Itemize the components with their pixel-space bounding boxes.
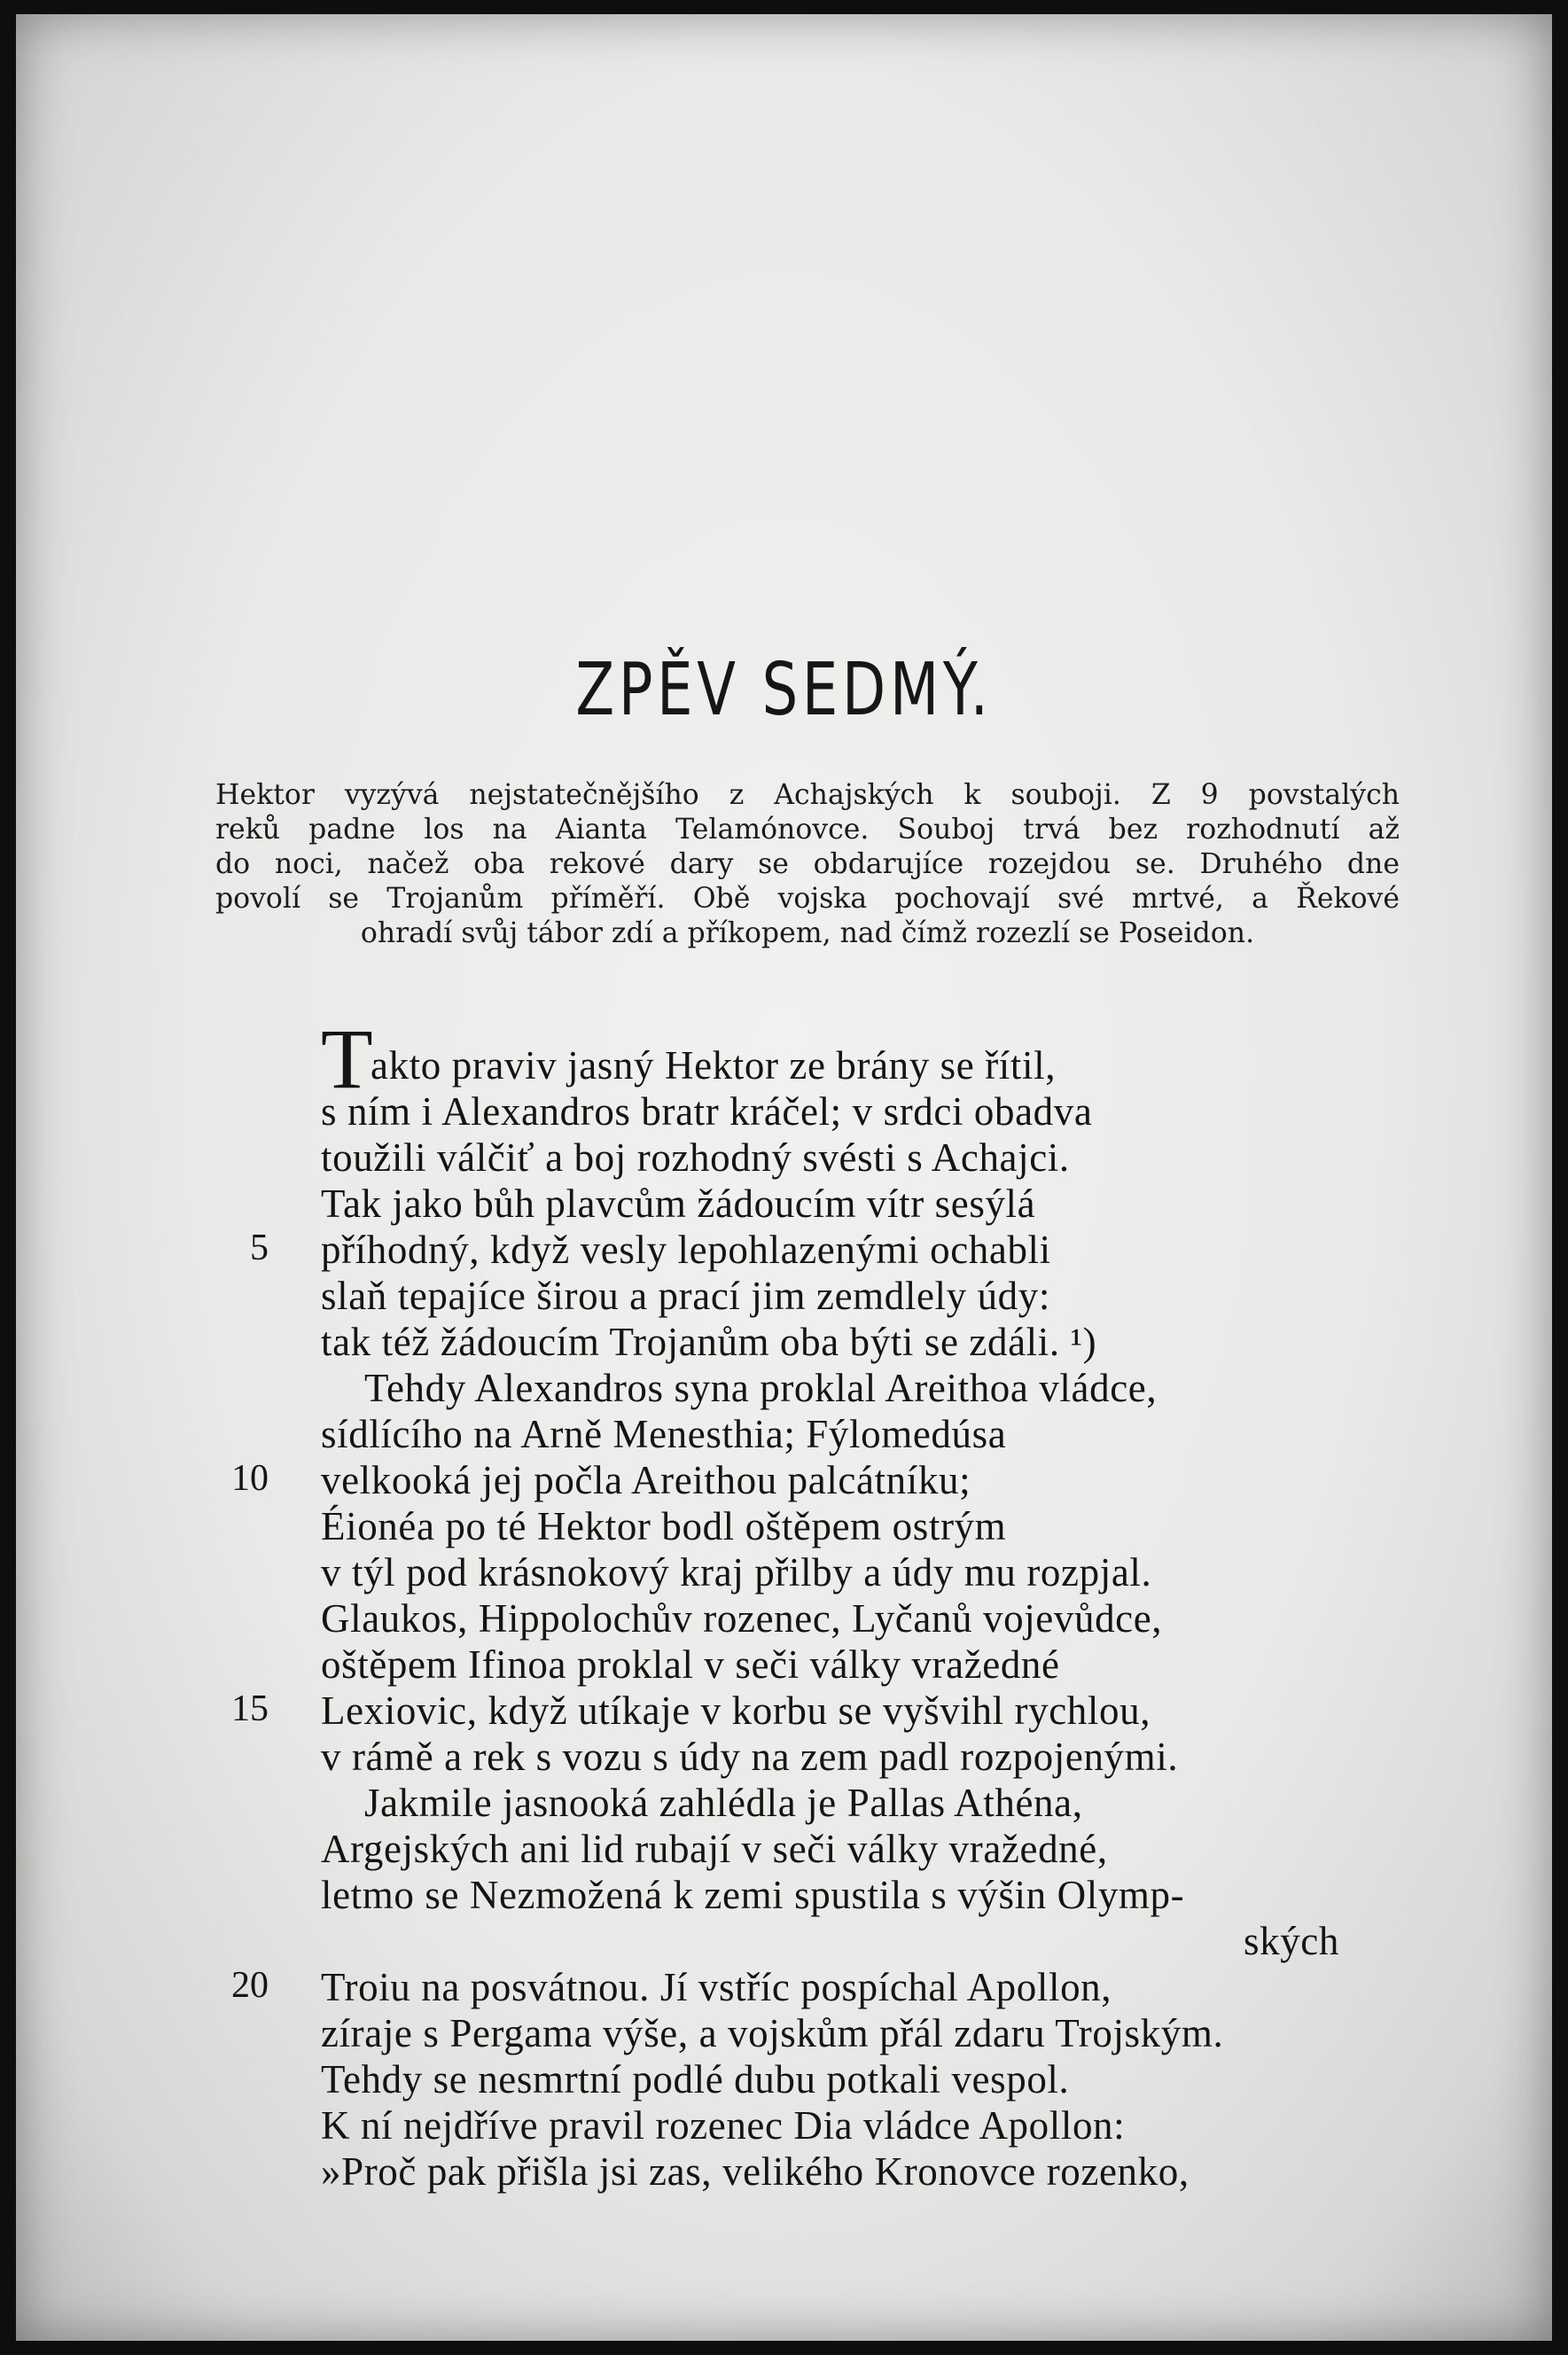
verse-text: ských (1244, 1919, 1339, 1963)
verse-line (16, 1549, 1552, 1595)
verse-line (16, 1042, 1552, 1088)
verse-text: velkooká jej počla Areithou palcátníku; (321, 1458, 971, 1502)
line-number: 5 (250, 1228, 269, 1268)
verse-text: slaň tepajíce širou a prací jim zemdlely údy: (321, 1274, 1050, 1318)
verse-line (16, 1365, 1552, 1411)
verse-line (16, 1826, 1552, 1872)
summary-line: reků padne los na Aianta Telamónovce. Souboj trvá bez rozhodnutí až (215, 814, 1400, 846)
verse-line (16, 1918, 1552, 1964)
verse-line (16, 1780, 1552, 1826)
verse-text: s ním i Alexandros bratr kráčel; v srdci obadva (321, 1089, 1093, 1134)
drop-cap: T (321, 1011, 373, 1106)
verse-line (16, 1641, 1552, 1688)
verse-text: sídlícího na Arně Menesthia; Fýlomedúsa (321, 1412, 1007, 1456)
verse-line (16, 1411, 1552, 1457)
verse-text: oštěpem Ifinoa proklal v seči války vražedné (321, 1642, 1060, 1687)
verse-line (16, 1595, 1552, 1641)
verse-line (16, 1227, 1552, 1273)
verse-line (16, 1503, 1552, 1549)
verse-text: příhodný, když vesly lepohlazenými ochabli (321, 1228, 1051, 1272)
verse-text: tak též žádoucím Trojanům oba býti se zdáli. ¹) (321, 1320, 1097, 1364)
verse-line (16, 1457, 1552, 1503)
verse-line (16, 2010, 1552, 2056)
verse-text: Troiu na posvátnou. Jí vstříc pospíchal Apollon, (321, 1965, 1112, 2009)
verse-text: Argejských ani lid rubají v seči války vražedné, (321, 1827, 1108, 1871)
book-page (16, 14, 1552, 2341)
verse-line (16, 1088, 1552, 1135)
verse-text: v rámě a rek s vozu s údy na zem padl rozpojenými. (321, 1735, 1179, 1779)
verse-text: K ní nejdříve pravil rozenec Dia vládce Apollon: (321, 2103, 1126, 2148)
verse-text: »Proč pak přišla jsi zas, velikého Kronovce rozenko, (321, 2149, 1190, 2194)
verse-line (16, 2148, 1552, 2195)
verse-line (16, 1273, 1552, 1319)
summary-line: ohradí svůj tábor zdí a příkopem, nad čímž rozezlí se Poseidon. (360, 917, 1255, 949)
verse-line (16, 1688, 1552, 1734)
summary-line: povolí se Trojanům příměří. Obě vojska pochovají své mrtvé, a Řekové (215, 883, 1400, 915)
verse-text: v týl pod krásnokový kraj přilby a údy mu rozpjal. (321, 1550, 1152, 1595)
verse-text: Tehdy se nesmrtní podlé dubu potkali vespol. (321, 2057, 1070, 2102)
verse-line (16, 1181, 1552, 1227)
verse-line (16, 1872, 1552, 1918)
summary-line: do noci, načež oba rekové dary se obdarujíce rozejdou se. Druhého dne (215, 848, 1400, 880)
line-number: 20 (231, 1965, 269, 2006)
verse-line (16, 2102, 1552, 2148)
verse-text: Lexiovic, když utíkaje v korbu se vyšvihl rychlou, (321, 1688, 1151, 1733)
line-number: 10 (231, 1458, 269, 1499)
summary-line: Hektor vyzývá nejstatečnějšího z Achajských k souboji. Z 9 povstalých (215, 779, 1400, 811)
verse-text: Tehdy Alexandros syna proklal Areithoa vládce, (364, 1366, 1158, 1410)
verse-text: Glaukos, Hippolochův rozenec, Lyčanů vojevůdce, (321, 1596, 1163, 1641)
verse-text: Tak jako bůh plavcům žádoucím vítr sesýlá (321, 1181, 1036, 1226)
line-number: 15 (231, 1688, 269, 1729)
chapter-summary (215, 778, 1400, 951)
verse-line (16, 1319, 1552, 1365)
verse-text: zíraje s Pergama výše, a vojskům přál zdaru Trojským. (321, 2011, 1224, 2055)
chapter-title: ZPĚV SEDMÝ. (575, 648, 993, 732)
verse-text: toužili válčiť a boj rozhodný svésti s Achajci. (321, 1135, 1070, 1180)
verse-text: Éionéa po té Hektor bodl oštěpem ostrým (321, 1504, 1007, 1548)
verse-line (16, 1734, 1552, 1780)
verse-text: letmo se Nezmožená k zemi spustila s výšin Olymp- (321, 1873, 1185, 1917)
verse-line (16, 1135, 1552, 1181)
verse-text: Jakmile jasnooká zahlédla je Pallas Athéna, (364, 1781, 1083, 1825)
verse-text: akto praviv jasný Hektor ze brány se řítil, (371, 1043, 1057, 1088)
verse-line (16, 1964, 1552, 2010)
verse-line (16, 2056, 1552, 2102)
